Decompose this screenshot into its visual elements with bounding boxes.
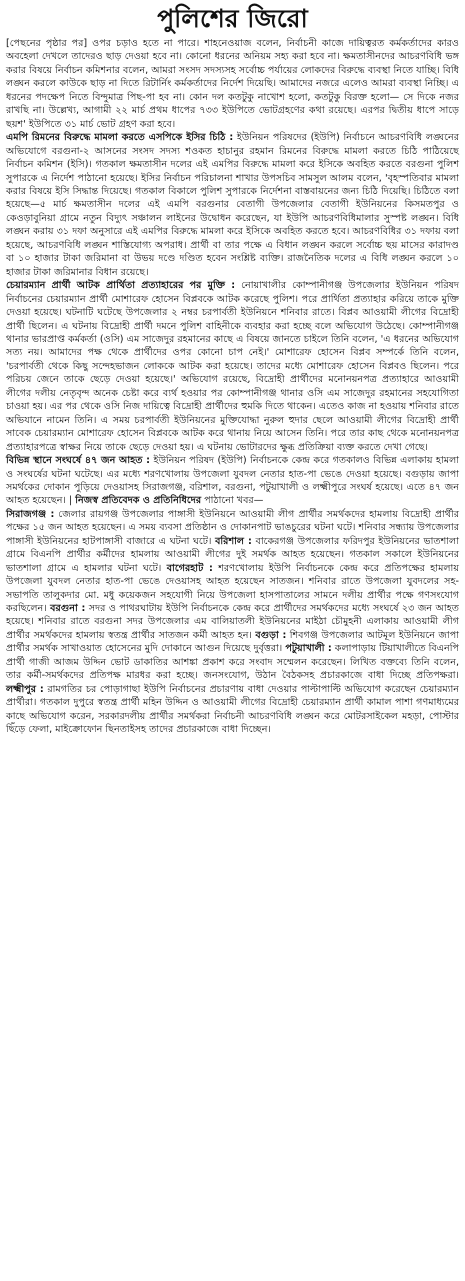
region-bogura-name: বগুড়া :	[255, 629, 287, 641]
region-barguna-name: বরগুনা :	[50, 603, 86, 615]
region-barishal-text: বাকেরগঞ্জ উপজেলার ফরিদপুর ইউনিয়নের ভাতশালা গ্রামে বিএনপি প্রার্থীর কর্মীদের হামলায় আওয়ামী লীগের দুই সমর্থক আহত হয়েছেন। গতকাল সকালে ইউনিয়নের ভাতশালা গ্রামে এ হামলার ঘটনা ঘটে।	[6, 535, 459, 574]
section-ec-letter-heading: এমপি রিমনের বিরুদ্ধে মামলা করতে এসপিকে ইসির চিঠি :	[6, 132, 234, 144]
section-clashes-heading: বিভিন্ন স্থানে সংঘর্ষে ৪৭ জন আহত :	[6, 455, 151, 467]
region-barishal-name: বরিশাল :	[215, 535, 252, 547]
section-candidate-arrest-heading: চেয়ারম্যান প্রার্থী আটক প্রার্থিতা প্রত্যাহারের পর মুক্তি :	[6, 280, 236, 292]
region-sirajganj-text: জেলার রায়গঞ্জ উপজেলার পাঙ্গাসী ইউনিয়নে আওয়ামী লীগ প্রার্থীর সমর্থকদের হামলায় বিদ্রোহী প্রার্থীর পক্ষের ১৫ জন আহত হয়েছেন। এ সময় ব্যবসা প্রতিষ্ঠান ও দোকানপাট ভাঙচুরের ঘটনা ঘটে। শনিবার সন্ধ্যায় উপজেলার পাঙ্গাসী ইউনিয়নের হাটপাঙ্গাসী বাজারে এ ঘটনা ঘটে।	[6, 508, 459, 547]
section-ec-letter-text: ইউনিয়ন পরিষদের (ইউপি) নির্বাচনে আচরণবিধি লঙ্ঘনের অভিযোগে বরগুনা-২ আসনের সংসদ সদস্য শওকত হাচানুর রহমান রিমনের বিরুদ্ধে মামলা করতে চিঠি পাঠিয়েছে নির্বাচন কমিশন (ইসি)। গতকাল ক্ষমতাসীন দলের এই এমপির বিরুদ্ধে মামলা করে ইসিকে অবহিত করতে বরগুনা পুলিশ সুপারকে এ নির্দেশ পাঠানো হয়েছে। ইসির নির্বাচন পরিচালনা শাখার উপসচিব সামসুল আলম বলেন, 'বৃহস্পতিবার মামলা করার বিষয়ে ইসি সিদ্ধান্ত দিয়েছে। গতকাল বিকালে পুলিশ সুপারকে নির্দেশনা বাস্তবায়নের জন্য চিঠি দিয়েছি। চিঠিতে বলা হয়েছে—৫ মার্চ ক্ষমতাসীন দলের এই এমপি বরগুনার বেতাগী উপজেলার বেতাগী ইউনিয়নের কিসমতপুর ও কেওড়াবুনিয়া গ্রামে নতুন বিদ্যুৎ সঞ্চালন লাইনের উদ্বোধন করেছেন, যা ইউপি আচরণবিধিমালার সুস্পষ্ট লঙ্ঘন। বিধি লঙ্ঘন করায় ৩১ দফা অনুসারে এই এমপির বিরুদ্ধে মামলা করে ইসিকে অবহিত করতে হবে। আচরণবিধির ৩১ দফায় বলা হয়েছে, আচরণবিধি লঙ্ঘন শাস্তিযোগ্য অপরাধ। প্রার্থী বা তার পক্ষে এ বিধান লঙ্ঘন করলে সর্বোচ্চ ছয় মাসের কারাদণ্ড বা ১০ হাজার টাকা জরিমানা বা উভয় দণ্ডে দণ্ডিত হবেন সংশ্লিষ্ট ব্যক্তি। রাজনৈতিক দলের এ বিধি লঙ্ঘন করলে ১০ হাজার টাকা জরিমানার বিধান রয়েছে।	[6, 132, 460, 278]
region-patuakhali-name: পটুয়াখালী :	[285, 643, 332, 655]
intro-paragraph	[6, 37, 459, 131]
region-lakshmipur-text: রামগতির চর পোড়াগাছা ইউপি নির্বাচনের প্রচারণায় বাধা দেওয়ার পাল্টাপাল্টি অভিযোগ করেছেন চেয়ারম্যান প্রার্থীরা। গতকাল দুপুরে স্বতন্ত্র প্রার্থী মহিন উদ্দিন ও আওয়ামী লীগের বিদ্রোহী চেয়ারম্যান প্রার্থী কামাল পাশা গণমাধ্যমের কাছে অভিযোগ করেন, সরকারদলীয় প্রার্থীর সমর্থকরা নির্বাচনী আচরণবিধি লঙ্ঘন করে মোটরসাইকেল মহড়া, পোস্টার ছিঁড়ে ফেলা, মাইক্রোফোন ছিনতাইসহ তাদের প্রচারকাজে বাধা দিচ্ছেন।	[6, 683, 459, 736]
headline: পুলিশের জিরো	[157, 4, 308, 33]
section-ec-letter	[6, 131, 459, 279]
region-sirajganj-name: সিরাজগঞ্জ :	[6, 508, 55, 520]
continued-kicker: [পেছনের পৃষ্ঠার পর]	[6, 38, 88, 49]
region-lakshmipur-name: লক্ষ্মীপুর :	[6, 683, 44, 695]
byline: নিজস্ব প্রতিবেদক ও প্রতিনিধিদের	[75, 495, 202, 507]
section-candidate-arrest	[6, 279, 459, 454]
region-bagerhat-name: বাগেরহাট :	[166, 562, 213, 574]
region-bagerhat-text: শরণখোলায় ইউপি নির্বাচনকে কেন্দ্র করে প্রতিপক্ষের হামলায় উপজেলা যুবদল নেতার হাত-পা ভেঙে দেওয়াসহ আহত হয়েছেন সাতজন। শনিবার রাতে উপজেলা যুবদলের সহ-সভাপতি তালুকদার মো. মধু কয়েকজন সহযোগী নিয়ে উপজেলা হাসপাতালের সামনে দলীয় প্রার্থীর পক্ষে গণসংযোগ করছিলেন।	[6, 562, 459, 615]
section-clashes: বিভিন্ন স্থানে সংঘর্ষে ৪৭ জন আহত : ইউনিয়ন পরিষদ (ইউপি) নির্বাচনকে কেন্দ্র করে গতকালও বিভিন্ন এলাকায় হামলা ও সংঘর্ষের ঘটনা ঘটেছে। এর মধ্যে শরণখোলায় উপজেলা যুবদল নেতার হাত-পা ভেঙে দেওয়া হয়েছে। বগুড়ায় জাপা সমর্থকের দোকান পুড়িয়ে দেওয়াসহ সিরাজগঞ্জ, বরিশাল, বরগুনা, পটুয়াখালী ও লক্ষ্মীপুরে সংঘর্ষ হয়েছে। এতে ৪৭ জন আহত হয়েছেন। | নিজস্ব প্রতিবেদক ও প্রতিনিধিদের পাঠানো খবর—	[6, 455, 460, 507]
region-bogura-text: শিবগঞ্জ উপজেলার আটমূল ইউনিয়নে জাপা প্রার্থীর সমর্থক সাখাওয়াত হোসেনের মুদি দোকানে আগুন দিয়েছে দুর্বৃত্তরা।	[6, 629, 460, 655]
intro-text: ওপর চড়াও হতে না পারে। শাহনেওয়াজ বলেন, নির্বাচনী কাজে দায়িত্বরত কর্মকর্তাদের কারও অবহেলা দেখলে তাদেরও ছাড় দেওয়া হবে না। কোনো ধরনের অনিয়ম সহ্য করা হবে না। ক্ষমতাসীনদের আচরণবিধি ভঙ্গ করার বিষয়ে নির্বাচন কমিশনার বলেন, আমরা সংসদ সদস্যসহ সর্বোচ্চ পর্যায়ের লোকদের বিরুদ্ধে ব্যবস্থা নিতে যাচ্ছি। বিধি লঙ্ঘন করলে কাউকে ছাড় না দিতে রিটার্নিং কর্মকর্তাদের নির্দেশ দিয়েছি। আমাদের নজরে এলেও আমরা ব্যবস্থা নিচ্ছি। এ ধরনের পদক্ষেপ নিতে বিন্দুমাত্র পিছ-পা হব না। কোন দল কতটুকু নাখোশ হলো, কতটুকু বিরক্ত হলো— সে দিকে নজর রাখছি না। উল্লেখ্য, আগামী ২২ মার্চ প্রথম ধাপের ৭৩৩ ইউপিতে ভোটগ্রহণের কথা রয়েছে। এরপর দ্বিতীয় ধাপে সাড়ে ছয়শ' ইউপিতে ৩১ মার্চ ভোট গ্রহণ করা হবে।	[6, 38, 459, 130]
byline-suffix: পাঠানো খবর—	[201, 495, 264, 507]
section-candidate-arrest-text: নোয়াখালীর কোম্পানীগঞ্জ উপজেলার ইউনিয়ন পরিষদ নির্বাচনের চেয়ারম্যান প্রার্থী মোশারেফ হোসেন বিপ্লবকে আটক করেছে পুলিশ। পরে প্রার্থিতা প্রত্যাহার করিয়ে তাকে মুক্তি দেওয়া হয়েছে। ঘটনাটি ঘটেছে উপজেলার ২ নম্বর চরপার্বতী ইউনিয়নে শনিবার রাতে। বিপ্লব আওয়ামী লীগের বিদ্রোহী প্রার্থী ছিলেন। এ ঘটনায় বিদ্রোহী প্রার্থী দমনে পুলিশ বাহিনীকে ব্যবহার করা হচ্ছে বলে অভিযোগ উঠেছে। কোম্পানীগঞ্জ থানার ভারপ্রাপ্ত কর্মকর্তা (ওসি) এম সাজেদুর রহমানের কাছে এ বিষয়ে জানতে চাইলে তিনি বলেন, 'এ ধরনের অভিযোগ সত্য নয়। আমাদের পক্ষ থেকে প্রার্থীদের ওপর কোনো চাপ নেই।' মোশারেফ হোসেন বিপ্লব সম্পর্কে তিনি বলেন, 'চরপার্বতী থেকে কিছু সন্দেহভাজন লোককে আটক করা হয়েছে। তাদের মধ্যে মোশারেফ হোসেন বিপ্লবও ছিলেন। পরে পরিচয় জেনে তাকে ছেড়ে দেওয়া হয়েছে।' অভিযোগ রয়েছে, বিদ্রোহী প্রার্থীদের মনোনয়নপত্র প্রত্যাহারে আওয়ামী লীগের দলীয় নেতৃবৃন্দ অনেক চেষ্টা করে ব্যর্থ হওয়ার পর কোম্পানীগঞ্জ থানার ওসি এম সাজেদুর রহমানের সহযোগিতা চাওয়া হয়। এর পর থেকে ওসি নিজ দায়িত্বে বিদ্রোহী প্রার্থীদের হুমকি দিতে থাকেন। এতেও কাজ না হওয়ায় শনিবার রাতে অভিযানে নামেন তিনি। এ সময় চরপার্বতী ইউনিয়নের মুক্তিযোদ্ধা নুরুল হুদার ছেলে আওয়ামী লীগের বিদ্রোহী প্রার্থী সাবেক চেয়ারম্যান মোশারেফ হোসেন বিপ্লবকে আটক করে থানায় নিয়ে আসেন তিনি। পরে তার কাছ থেকে মনোনয়নপত্র প্রত্যাহারপত্রে স্বাক্ষর নিয়ে তাকে ছেড়ে দেওয়া হয়। এ ঘটনায় ভোটারদের ক্ষুব্ধ প্রতিক্রিয়া ব্যক্ত করতে দেখা গেছে।	[6, 280, 459, 453]
section-clashes-text: ইউনিয়ন পরিষদ (ইউপি) নির্বাচনকে কেন্দ্র করে গতকালও বিভিন্ন এলাকায় হামলা ও সংঘর্ষের ঘটনা ঘটেছে। এর মধ্যে শরণখোলায় উপজেলা যুবদল নেতার হাত-পা ভেঙে দেওয়া হয়েছে। বগুড়ায় জাপা সমর্থকের দোকান পুড়িয়ে দেওয়াসহ সিরাজগঞ্জ, বরিশাল, বরগুনা, পটুয়াখালী ও লক্ষ্মীপুরে সংঘর্ষ হয়েছে। এতে ৪৭ জন আহত হয়েছেন।	[6, 455, 460, 507]
region-barguna-text: সদর ও পাথরঘাটায় ইউপি নির্বাচনকে কেন্দ্র করে প্রার্থীদের সমর্থকদের মধ্যে সংঘর্ষে ২৩ জন আহত হয়েছে। শনিবার রাতে বরগুনা সদর উপজেলার এম বালিয়াতলী ইউনিয়নের মাইঠা চৌমুহনী এলাকায় আওয়ামী লীগ প্রার্থীর সমর্থকদের হামলায় স্বতন্ত্র প্রার্থীর সাতজন কর্মী আহত হন।	[6, 603, 459, 641]
regional-reports	[6, 508, 459, 737]
region-patuakhali-text: কলাপাড়ায় টিয়াখালীতে বিএনপি প্রার্থী গাজী আজম উদ্দিন ভোট ডাকাতির আশঙ্কা প্রকাশ করে সংবাদ সম্মেলন করেছেন। লিখিত বক্তব্যে তিনি বলেন, তার কর্মী-সমর্থকদের প্রতিপক্ষ মারধর করা হচ্ছে। জনসংযোগ, উঠান বৈঠকসহ প্রচারকাজে বাধা দিচ্ছে প্রতিপক্ষরা।	[6, 643, 459, 682]
